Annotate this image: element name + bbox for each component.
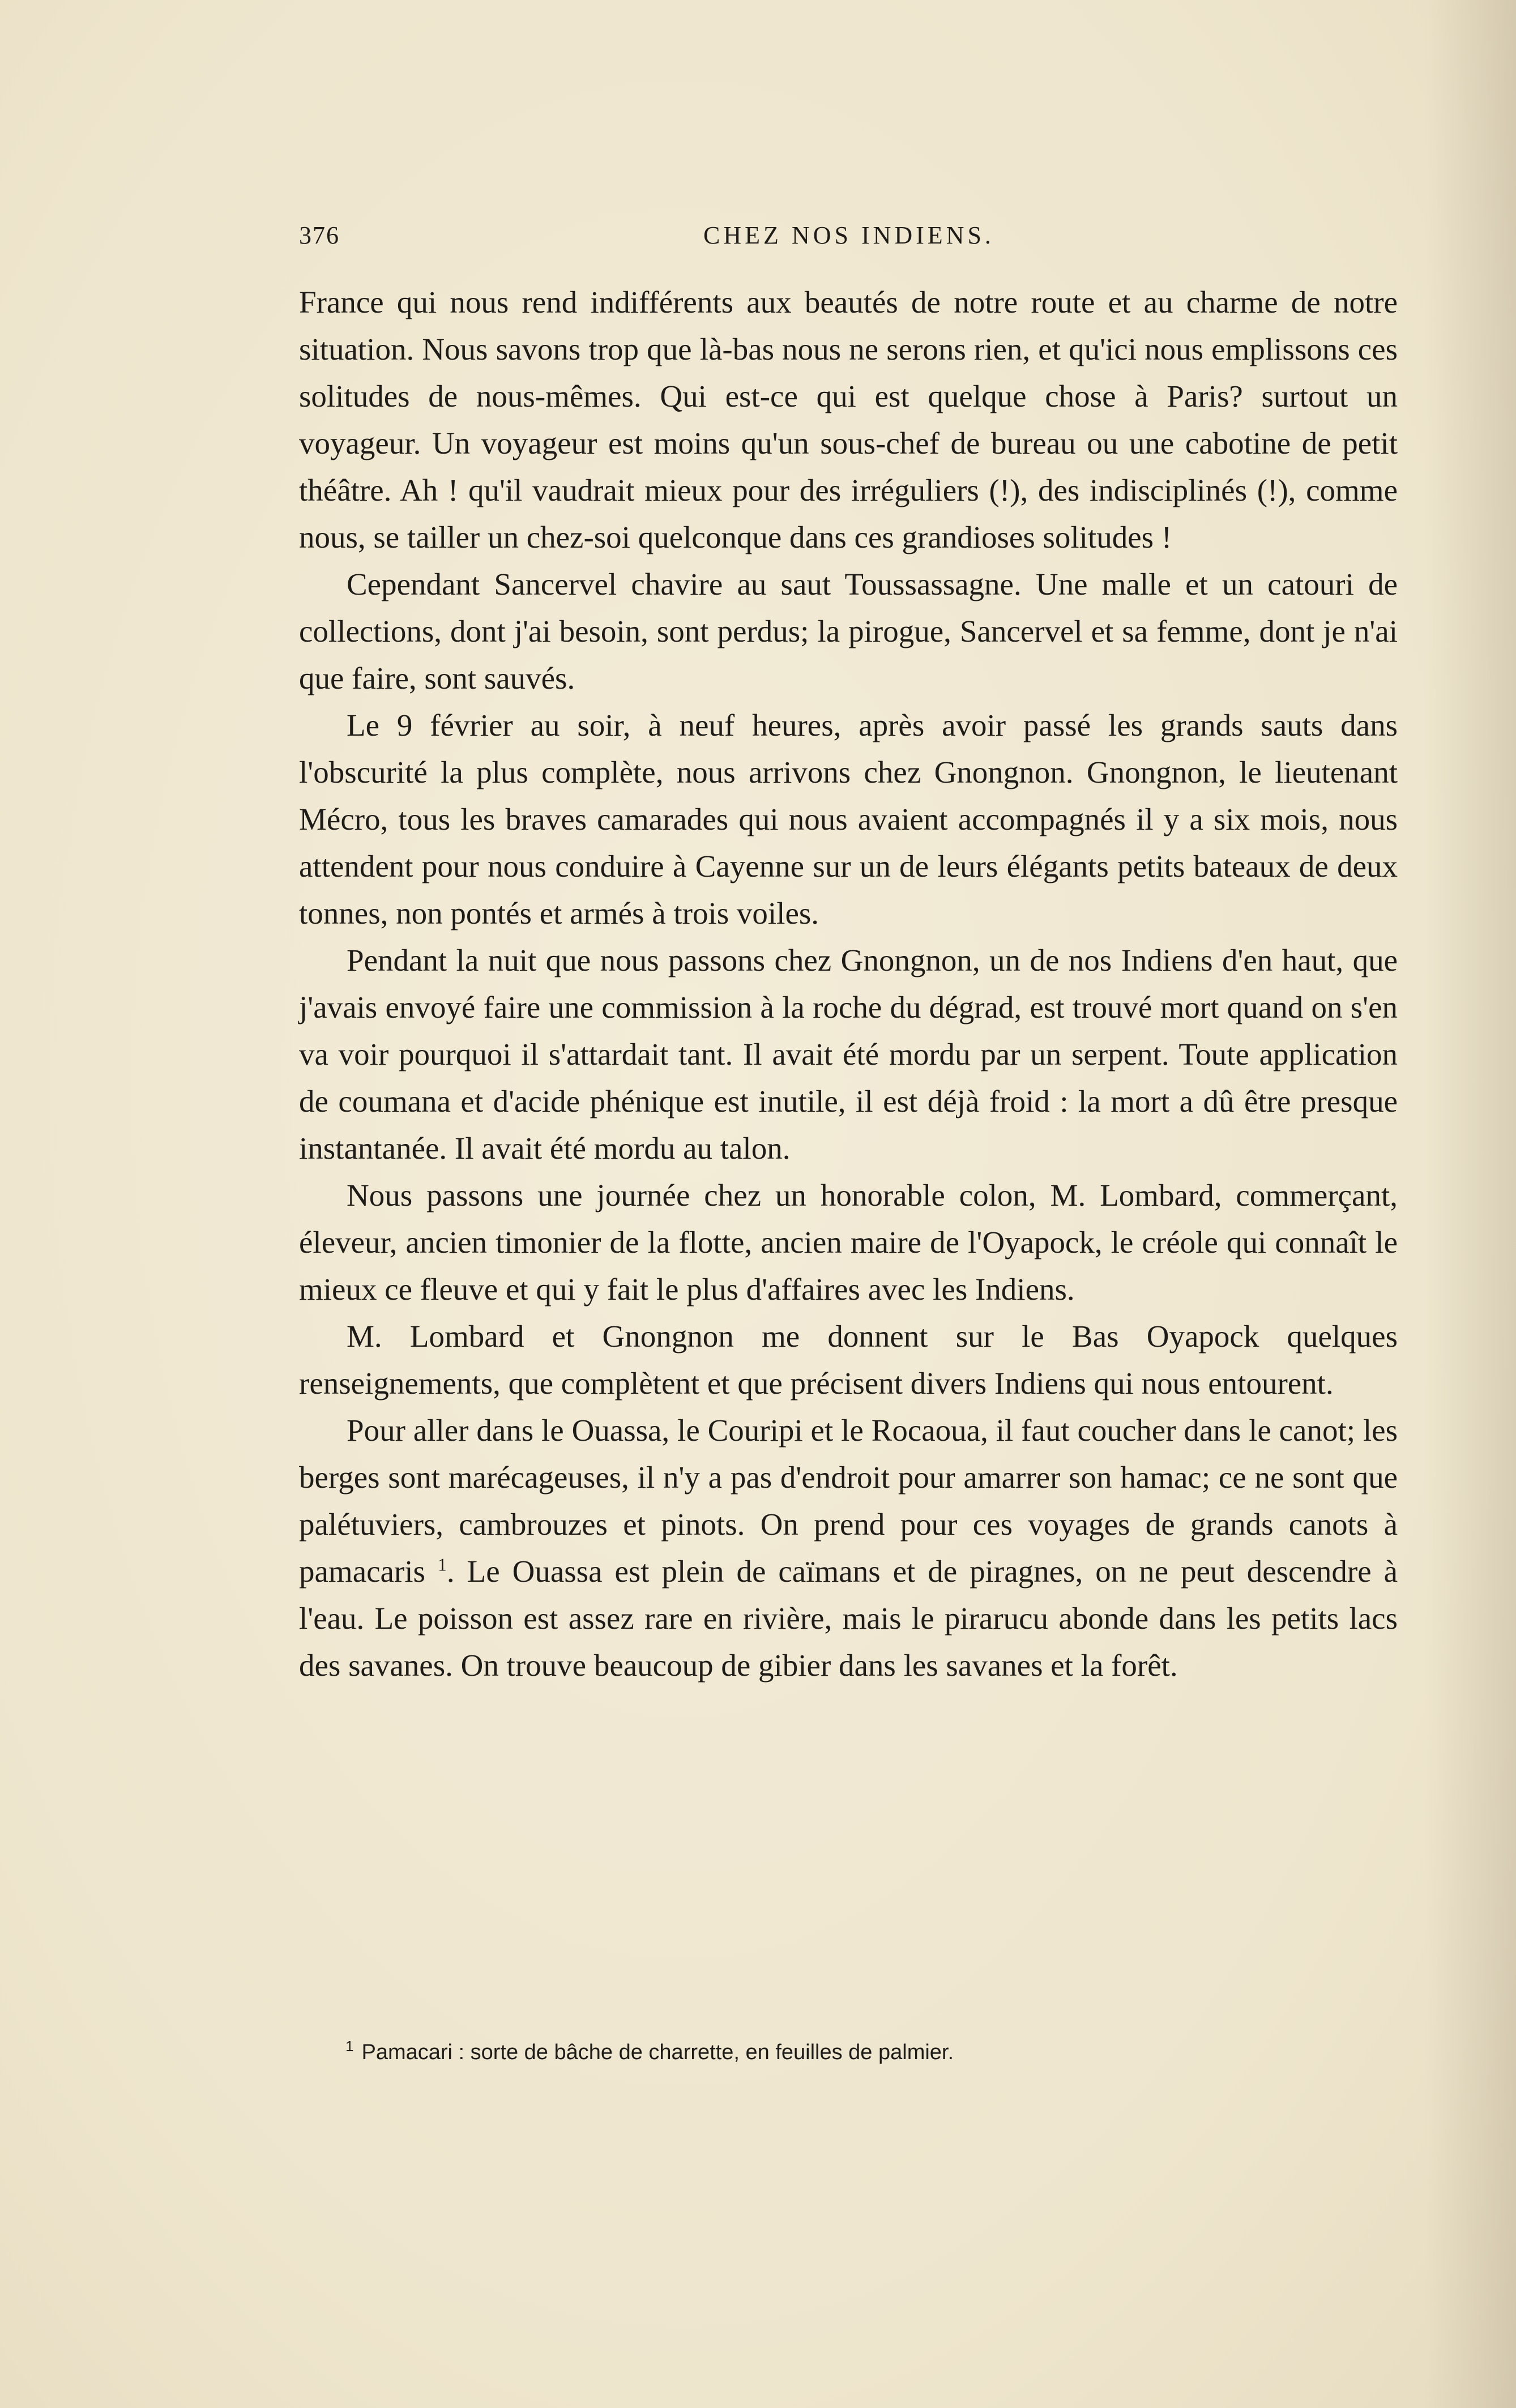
- page-header: [299, 221, 1399, 255]
- paragraph: Le 9 février au soir, à neuf heures, après avoir passé les grands sauts dans l'obscurité la plus complète, nous arrivons chez Gnongnon. Gnongnon, le lieutenant Mécro, tous les braves camarades qui nous avaient accompagnés il y a six mois, nous attendent pour nous conduire à Cayenne sur un de leurs élégants petits bateaux de deux tonnes, non pontés et armés à trois voiles.: [299, 708, 1398, 930]
- paragraph: Cependant Sancervel chavire au saut Toussassagne. Une malle et un catouri de collections, dont j'ai besoin, sont perdus; la pirogue, Sancervel et sa femme, dont je n'ai que faire, sont sauvés.: [299, 567, 1398, 695]
- paragraph: France qui nous rend indifférents aux beautés de notre route et au charme de notre situation. Nous savons trop que là-bas nous ne serons rien, et qu'ici nous emplissons ces solitudes de nous-mêmes. Qui est-ce qui est quelque chose à Paris? surtout un voyageur. Un voyageur est moins qu'un sous-chef de bureau ou une cabotine de petit théâtre. Ah ! qu'il vaudrait mieux pour des irréguliers (!), des indisciplinés (!), comme nous, se tailler un chez-soi quelconque dans ces grandioses solitudes !: [299, 285, 1398, 554]
- footnote-reference[interactable]: 1: [437, 1554, 447, 1575]
- running-title: CHEZ NOS INDIENS.: [703, 221, 994, 249]
- paragraph: M. Lombard et Gnongnon me donnent sur le Bas Oyapock quelques renseignements, que complètent et que précisent divers Indiens qui nous entourent.: [299, 1319, 1398, 1401]
- body-text: [299, 279, 1398, 1689]
- paragraph-text: . Le Ouassa est plein de caïmans et de piragnes, on ne peut descendre à l'eau. Le poisson est assez rare en rivière, mais le pirarucu abonde dans les petits lacs des savanes. On trouve beaucoup de gibier dans les savanes et la forêt.: [299, 1554, 1398, 1683]
- page-number: 376: [299, 221, 340, 249]
- paragraph: [299, 1407, 1398, 1689]
- paragraph: Nous passons une journée chez un honorable colon, M. Lombard, commerçant, éleveur, ancien timonier de la flotte, ancien maire de l'Oyapock, le créole qui connaît le mieux ce fleuve et qui y fait le plus d'affaires avec les Indiens.: [299, 1178, 1398, 1307]
- footnotes: [345, 2038, 1399, 2067]
- paragraph: Pendant la nuit que nous passons chez Gnongnon, un de nos Indiens d'en haut, que j'avais envoyé faire une commission à la roche du dégrad, est trouvé mort quand on s'en va voir pourquoi il s'attardait tant. Il avait été mordu par un serpent. Toute application de coumana et d'acide phénique est inutile, il est déjà froid : la mort a dû être presque instantanée. Il avait été mordu au talon.: [299, 943, 1398, 1165]
- footnote-text: Pamacari : sorte de bâche de charrette, en feuilles de palmier.: [361, 2040, 954, 2064]
- footnote-mark: 1: [345, 2038, 354, 2055]
- paragraph-text: Pour aller dans le Ouassa, le Couripi et le Rocaoua, il faut coucher dans le canot; les berges sont marécageuses, il n'y a pas d'endroit pour amarrer son hamac; ce ne sont que palétuviers, cambrouzes et pinots. On prend pour ces voyages de grands canots à pamacaris: [299, 1413, 1398, 1589]
- footnote: [345, 2038, 1399, 2067]
